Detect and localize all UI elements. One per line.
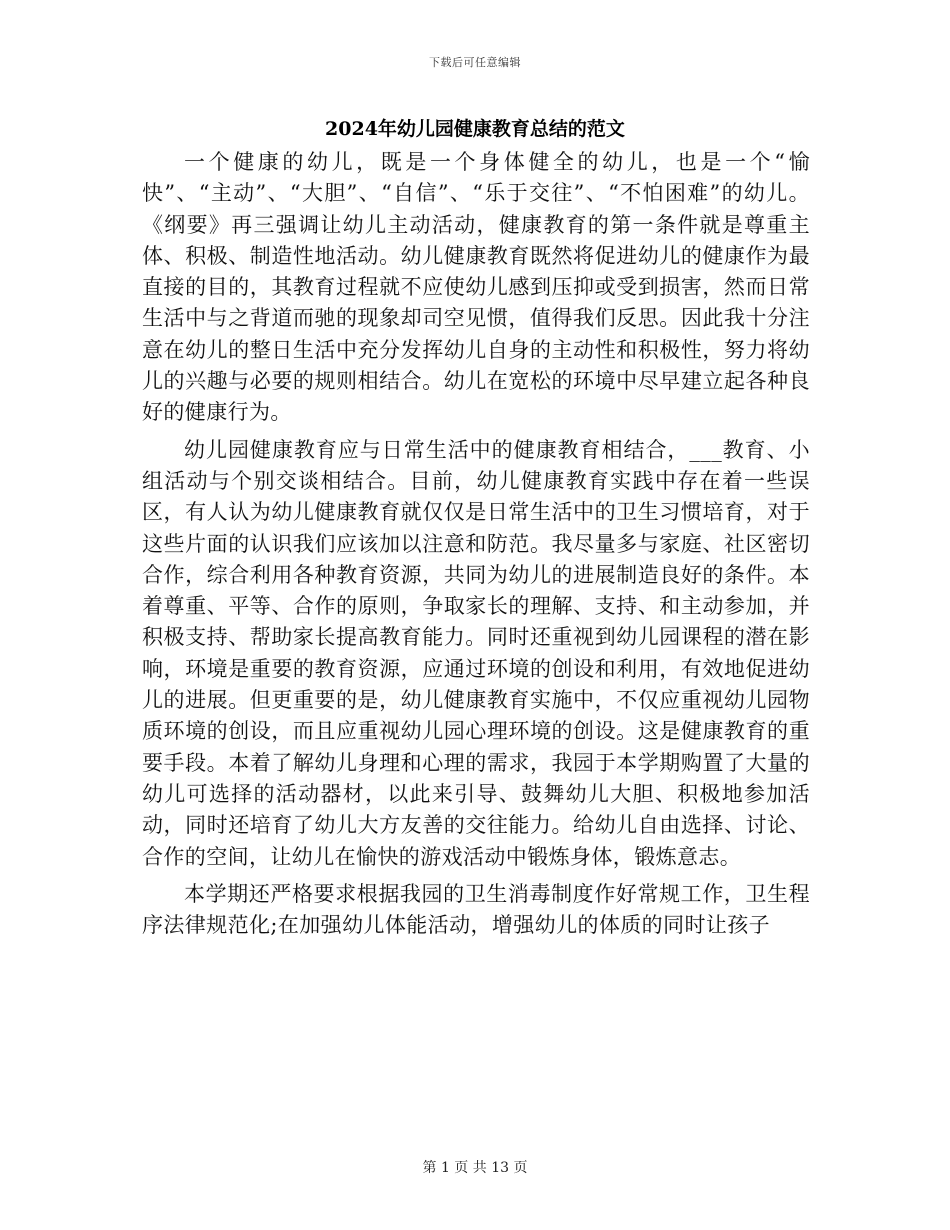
document-body: [142, 147, 810, 947]
header-note: 下载后可任意编辑: [429, 56, 521, 69]
paragraph-2: 幼儿园健康教育应与日常生活中的健康教育相结合，___教育、小组活动与个别交谈相结合。目前，幼儿健康教育实践中存在着一些误区，有人认为幼儿健康教育就仅仅是日常生活中的卫生习惯培育，对于这些片面的认识我们应该加以注意和防范。我尽量多与家庭、社区密切合作，综合利用各种教育资源，共同为幼儿的进展制造良好的条件。本着尊重、平等、合作的原则，争取家长的理解、支持、和主动参加，并积极支持、帮助家长提高教育能力。同时还重视到幼儿园课程的潜在影响，环境是重要的教育资源，应通过环境的创设和利用，有效地促进幼儿的进展。但更重要的是，幼儿健康教育实施中，不仅应重视幼儿园物质环境的创设，而且应重视幼儿园心理环境的创设。这是健康教育的重要手段。本着了解幼儿身理和心理的需求，我园于本学期购置了大量的幼儿可选择的活动器材，以此来引导、鼓舞幼儿大胆、积极地参加活动，同时还培育了幼儿大方友善的交往能力。给幼儿自由选择、讨论、合作的空间，让幼儿在愉快的游戏活动中锻炼身体，锻炼意志。: [142, 437, 810, 869]
paragraph-3: 本学期还严格要求根据我园的卫生消毒制度作好常规工作，卫生程序法律规范化;在加强幼儿体能活动，增强幼儿的体质的同时让孩子: [142, 881, 810, 938]
document-title: 2024年幼儿园健康教育总结的范文: [325, 118, 625, 140]
page-footer: 第 1 页 共 13 页: [422, 1160, 528, 1176]
paragraph-1: 一个健康的幼儿，既是一个身体健全的幼儿，也是一个“愉快”、“主动”、“大胆”、“自信”、“乐于交往”、“不怕困难”的幼儿。《纲要》再三强调让幼儿主动活动，健康教育的第一条件就是尊重主体、积极、制造性地活动。幼儿健康教育既然将促进幼儿的健康作为最直接的目的，其教育过程就不应使幼儿感到压抑或受到损害，然而日常生活中与之背道而驰的现象却司空见惯，值得我们反思。因此我十分注意在幼儿的整日生活中充分发挥幼儿自身的主动性和积极性，努力将幼儿的兴趣与必要的规则相结合。幼儿在宽松的环境中尽早建立起各种良好的健康行为。: [142, 150, 810, 425]
